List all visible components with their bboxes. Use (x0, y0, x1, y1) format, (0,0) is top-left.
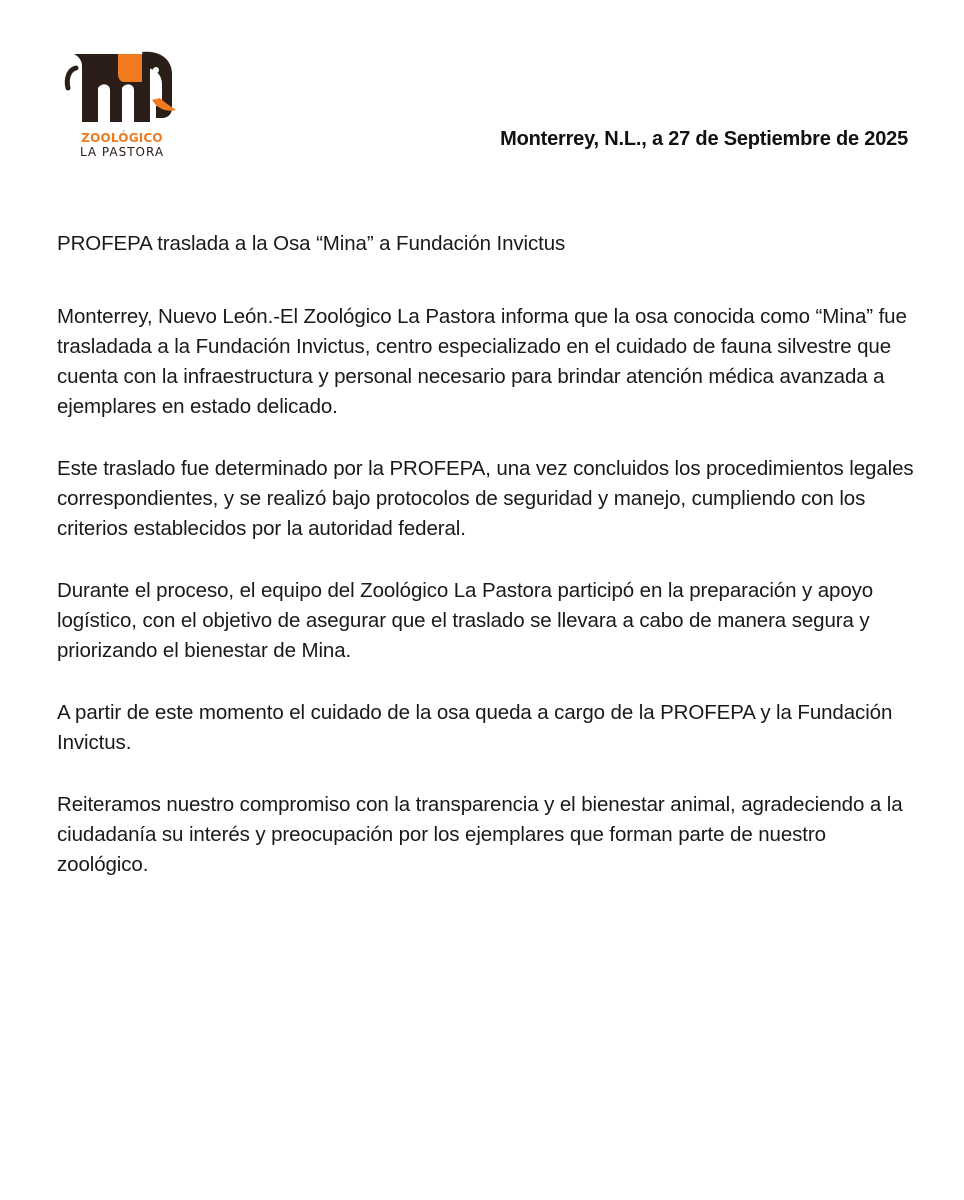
paragraph: Monterrey, Nuevo León.-El Zoológico La Pastora informa que la osa conocida como “Mina” fue trasladada a la Fundación Invictus, centro especializado en el cuidado de fauna silvestre que cuenta con la infraestructura y personal necesario para brindar atención médica avanzada a ejemplares en estado delicado. (57, 305, 907, 418)
paragraph: Durante el proceso, el equipo del Zoológico La Pastora participó en la preparación y apoyo logístico, con el objetivo de asegurar que el traslado se llevara a cabo de manera segura y priorizando el bienestar de Mina. (57, 579, 874, 662)
paragraph: Este traslado fue determinado por la PROFEPA, una vez concluidos los procedimientos legales correspondientes, y se realizó bajo protocolos de seguridad y manejo, cumpliendo con los criterios establecidos por la autoridad federal. (57, 457, 914, 540)
document-date: Monterrey, N.L., a 27 de Septiembre de 2025 (500, 128, 908, 150)
document-body (57, 229, 915, 912)
logo-text-la-pastora: LA PASTORA (79, 145, 165, 159)
elephant-icon (62, 48, 180, 130)
zoo-logo (62, 48, 180, 164)
paragraph: Reiteramos nuestro compromiso con la transparencia y el bienestar animal, agradeciendo a la ciudadanía su interés y preocupación por los ejemplares que forman parte de nuestro zoológico. (57, 793, 903, 876)
logo-text-zoologico: ZOOLÓGICO (81, 131, 163, 145)
headline: PROFEPA traslada a la Osa “Mina” a Fundación Invictus (57, 232, 566, 255)
paragraph: A partir de este momento el cuidado de la osa queda a cargo de la PROFEPA y la Fundación Invictus. (57, 701, 893, 754)
